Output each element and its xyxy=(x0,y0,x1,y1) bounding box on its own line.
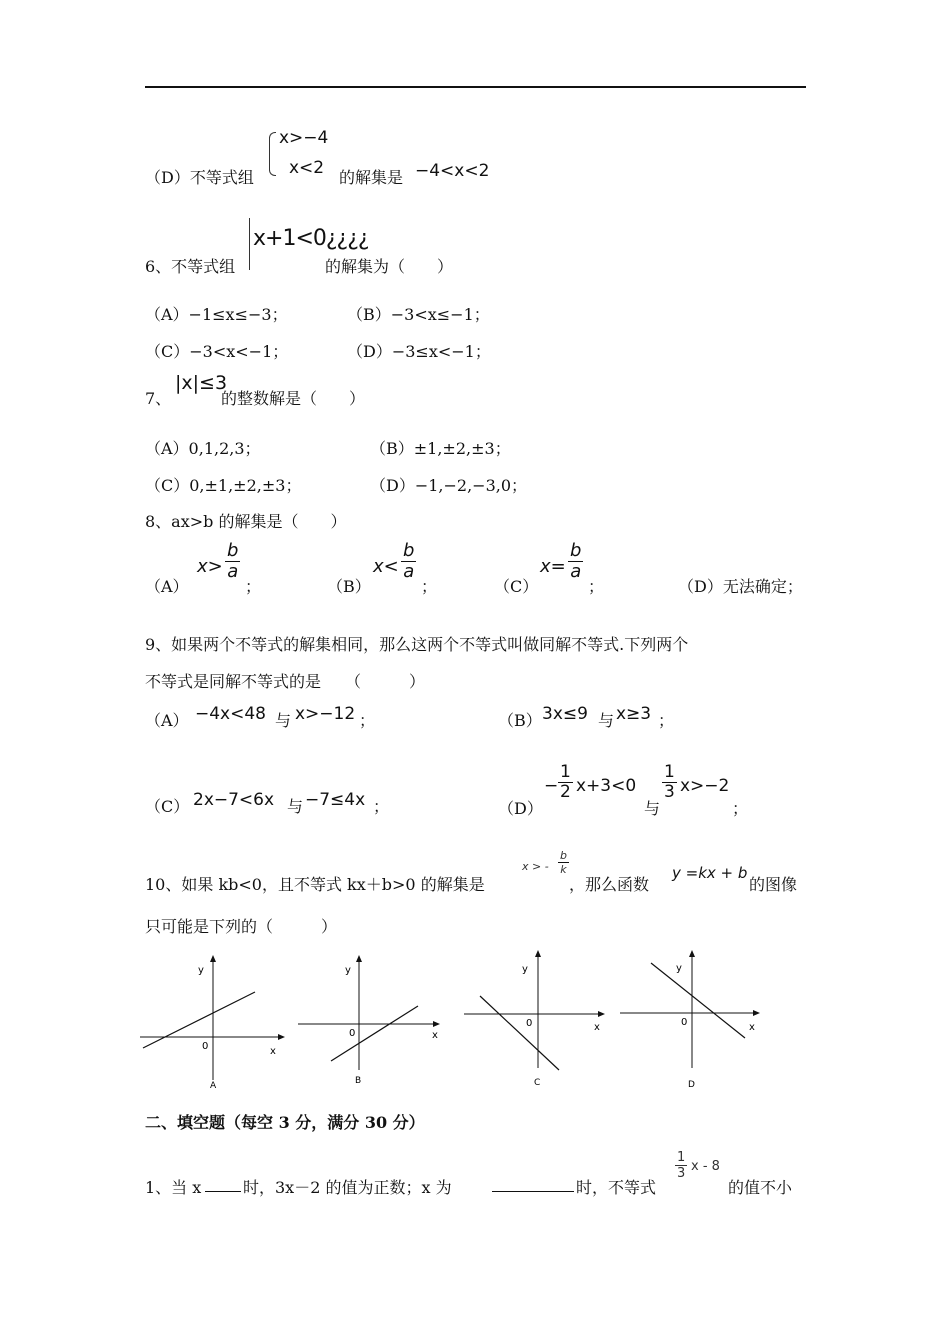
q9c-label: （C） xyxy=(145,797,190,816)
graph-b-caption: B xyxy=(355,1076,362,1086)
graph-c-y-label: y xyxy=(522,964,528,975)
q10-sol-frac xyxy=(558,850,569,875)
q8-option-a xyxy=(145,540,285,596)
q10-prefix: 10、如果 kb<0，且不等式 kx＋b>0 的解集是 xyxy=(145,875,485,894)
q6-prefix: 6、不等式组 xyxy=(145,257,236,276)
q9d-rest1: x+3<0 xyxy=(576,776,637,796)
graph-c xyxy=(460,950,610,1090)
system-brace xyxy=(269,132,276,176)
q8a-label: （A） xyxy=(145,577,189,596)
q6-math-image xyxy=(249,218,252,270)
q10-sol-den: k xyxy=(560,863,567,876)
q9-option-d xyxy=(498,764,758,820)
graph-d xyxy=(615,950,765,1095)
q9a-end: ； xyxy=(359,711,376,730)
q9d-frac1 xyxy=(558,764,573,801)
fill1-blank-1[interactable] xyxy=(205,1177,241,1192)
q8b-fraction xyxy=(401,542,416,581)
q9c-end: ； xyxy=(373,797,390,816)
fill1-frac-rest: x - 8 xyxy=(691,1159,720,1174)
q9b-end: ； xyxy=(658,711,675,730)
graph-d-caption: D xyxy=(688,1080,695,1090)
q8c-label: （C） xyxy=(494,577,539,596)
q8-stem: 8、ax>b 的解集是（ ） xyxy=(145,512,347,531)
q8-option-b xyxy=(327,540,467,596)
q9d-den1: 2 xyxy=(560,782,571,802)
q7-option-a: （A）0,1,2,3； xyxy=(145,439,261,458)
q9-option-a xyxy=(145,702,425,732)
q5d-mid: 的解集是 xyxy=(339,168,404,187)
q8a-lhs: x> xyxy=(197,556,223,577)
graph-b-origin: 0 xyxy=(349,1028,356,1039)
q9-line2: 不等式是同解不等式的是 （ ） xyxy=(145,672,426,691)
q8b-den: a xyxy=(403,561,415,582)
q9d-label: （D） xyxy=(498,799,543,818)
q8b-num: b xyxy=(403,540,415,561)
q9-line1: 9、如果两个不等式的解集相同，那么这两个不等式叫做同解不等式.下列两个 xyxy=(145,635,689,654)
q8c-lhs: x= xyxy=(540,556,566,577)
q7-option-c: （C）0,±1,±2,±3； xyxy=(145,476,302,495)
fill1-frac-num: 1 xyxy=(677,1150,686,1165)
q9-option-c xyxy=(145,788,425,818)
q5d-system-line2: x<2 xyxy=(289,158,325,178)
q9c-m1: 2x−7<6x xyxy=(193,790,275,810)
graph-a-y-label: y xyxy=(198,965,204,976)
fill1-p3: 时，不等式 xyxy=(576,1178,657,1197)
q8b-lhs: x< xyxy=(373,556,399,577)
graph-a-x-label: x xyxy=(270,1046,276,1057)
q8a-den: a xyxy=(227,561,239,582)
q8a-num: b xyxy=(227,540,239,561)
q10-sol-num: b xyxy=(560,849,567,862)
q9d-num2: 1 xyxy=(664,762,675,782)
fill1-p2: 时，3x－2 的值为正数；x 为 xyxy=(243,1178,452,1197)
q9d-num1: 1 xyxy=(560,762,571,782)
q7-option-d: （D）−1,−2,−3,0； xyxy=(370,476,528,495)
q6-option-a: （A）−1≤x≤−3； xyxy=(145,305,288,324)
graph-c-caption: C xyxy=(534,1078,541,1088)
q8a-fraction xyxy=(225,542,240,581)
fill1-frac xyxy=(675,1151,687,1180)
q8c-fraction xyxy=(568,542,583,581)
fill1-p4: 的值不小 xyxy=(728,1178,793,1197)
q8-option-c xyxy=(494,540,634,596)
graph-b-y-label: y xyxy=(345,965,351,976)
graph-a xyxy=(140,955,285,1095)
graph-c-origin: 0 xyxy=(526,1018,533,1029)
q5d-result: −4<x<2 xyxy=(415,161,490,181)
q7-option-b: （B）±1,±2,±3； xyxy=(370,439,511,458)
fill1-blank-2[interactable] xyxy=(492,1177,574,1192)
header-rule xyxy=(145,86,806,88)
q9d-neg: − xyxy=(544,776,559,796)
q6-suffix: 的解集为（ ） xyxy=(325,257,454,276)
q10-func: y =kx + b xyxy=(672,864,748,882)
q5d-label: （D）不等式组 xyxy=(145,168,254,187)
q7-suffix: 的整数解是（ ） xyxy=(221,389,366,408)
graph-c-x-label: x xyxy=(594,1022,600,1033)
graph-d-y-label: y xyxy=(676,963,682,974)
q9d-end: ； xyxy=(732,799,749,818)
q9c-with: 与 xyxy=(287,797,304,816)
q9a-m1: −4x<48 xyxy=(195,704,266,724)
q8a-end: ； xyxy=(245,577,262,596)
graph-d-origin: 0 xyxy=(681,1017,688,1028)
fill1-p1: 1、当 x xyxy=(145,1178,202,1197)
q9a-with: 与 xyxy=(275,711,292,730)
question-10 xyxy=(145,849,810,894)
q9d-den2: 3 xyxy=(664,782,675,802)
q6-option-c: （C）−3<x<−1； xyxy=(145,342,289,361)
q7-math: |x|≤3 xyxy=(175,372,228,394)
q10-sol-lhs: x > - xyxy=(522,860,549,873)
section-2-title: 二、填空题（每空 3 分，满分 30 分） xyxy=(145,1113,425,1132)
graph-b-x-label: x xyxy=(432,1030,438,1041)
q9d-with: 与 xyxy=(644,799,661,818)
graph-a-caption: A xyxy=(210,1081,217,1091)
q9b-label: （B） xyxy=(498,711,542,730)
q9a-label: （A） xyxy=(145,711,189,730)
q10-suffix: 的图像 xyxy=(749,875,798,894)
q9d-rest2: x>−2 xyxy=(680,776,730,796)
q9c-m2: −7≤4x xyxy=(305,790,366,810)
q8-option-d: （D）无法确定； xyxy=(678,577,803,596)
fill-question-1 xyxy=(145,1145,810,1205)
q8c-num: b xyxy=(570,540,582,561)
q7-prefix: 7、 xyxy=(145,389,172,408)
graph-b xyxy=(295,955,445,1090)
q9b-m1: 3x≤9 xyxy=(542,704,588,724)
q5d-system-line1: x>−4 xyxy=(279,128,329,148)
q9b-with: 与 xyxy=(598,711,615,730)
q9d-frac2 xyxy=(662,764,677,801)
graph-a-origin: 0 xyxy=(202,1041,209,1052)
q9b-m2: x≥3 xyxy=(616,704,652,724)
q6-option-d: （D）−3≤x<−1； xyxy=(347,342,491,361)
q9-option-b xyxy=(498,702,698,732)
q8c-end: ； xyxy=(588,577,605,596)
q8c-den: a xyxy=(570,561,582,582)
q8b-end: ； xyxy=(421,577,438,596)
q6-option-b: （B）−3<x≤−1； xyxy=(347,305,490,324)
graph-d-x-label: x xyxy=(749,1022,755,1033)
q9a-m2: x>−12 xyxy=(295,704,356,724)
q10-line2: 只可能是下列的（ ） xyxy=(145,917,338,936)
q8b-label: （B） xyxy=(327,577,371,596)
q10-mid: ，那么函数 xyxy=(569,875,650,894)
fill1-frac-den: 3 xyxy=(677,1166,686,1181)
q6-math-text: x+1<0¿¿¿¿ xyxy=(253,226,369,251)
